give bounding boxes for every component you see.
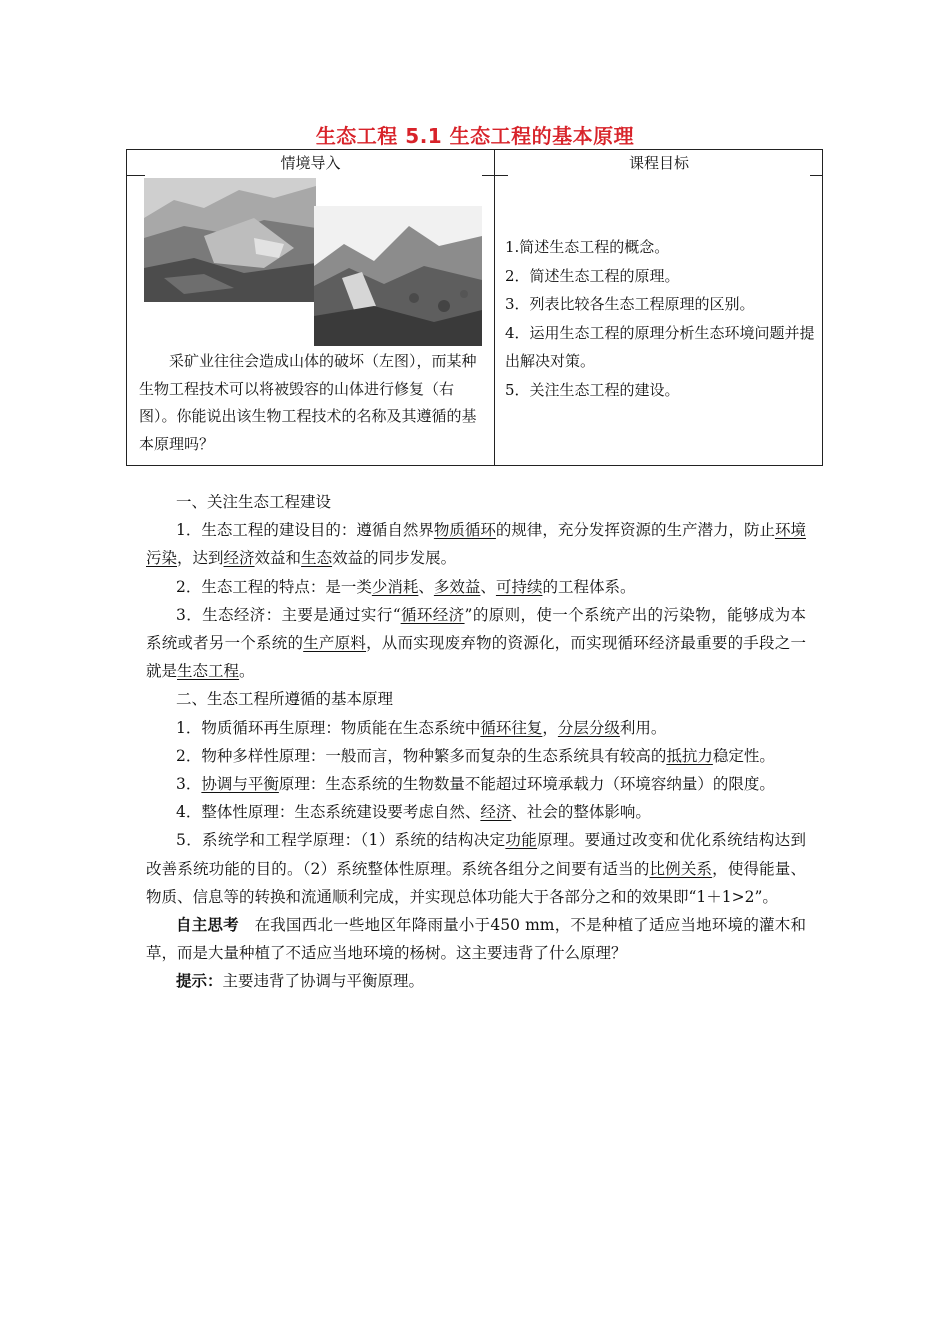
table-header-goals: 课程目标 [628, 154, 689, 172]
main-content [146, 488, 806, 996]
blank-answer: 经济 [223, 549, 255, 568]
blank-answer: 比例关系 [649, 859, 713, 878]
goal-item: 4．运用生态工程的原理分析生态环境问题并提出解决对策。 [505, 323, 815, 370]
table-header-scenario: 情境导入 [280, 154, 341, 172]
blank-answer: 协调与平衡 [201, 775, 279, 794]
goal-item: 1.简述生态工程的概念。 [505, 238, 670, 256]
blank-answer: 生态工程 [177, 662, 240, 681]
blank-answer: 生产原料 [303, 634, 367, 653]
blank-answer: 分层分级 [557, 718, 620, 737]
section-heading: 一、关注生态工程建设 [176, 493, 332, 511]
intro-table [126, 149, 823, 466]
paragraph-features: 2．生态工程的特点：是一类少消耗、多效益、可持续的工程体系。 [176, 577, 636, 596]
goal-item: 2．简述生态工程的原理。 [505, 266, 680, 285]
goal-item: 5．关注生态工程的建设。 [505, 380, 680, 399]
paragraph-principle-1: 1．物质循环再生原理：物质能在生态系统中循环往复，分层分级利用。 [176, 718, 667, 737]
table-column-divider [494, 150, 495, 465]
blank-answer: 循环经济 [400, 605, 465, 624]
page-title: 生态工程 5.1 生态工程的基本原理 [315, 124, 635, 148]
damaged-mountain-photo [144, 178, 316, 302]
goals-list [505, 233, 820, 404]
blank-answer: 环境污染 [146, 521, 806, 568]
self-think-label: 自主思考 [176, 916, 239, 935]
blank-answer: 物质循环 [433, 521, 496, 540]
scenario-text: 采矿业往往会造成山体的破坏（左图），而某种生物工程技术可以将被毁容的山体进行修复（右图）。你能说出该生物工程技术的名称及其遵循的基本原理吗？ [139, 352, 477, 453]
paragraph-principle-2: 2．物种多样性原理：一般而言，物种繁多而复杂的生态系统具有较高的抵抗力稳定性。 [176, 746, 775, 765]
blank-answer: 可持续 [495, 577, 543, 596]
blank-answer: 少消耗 [371, 577, 419, 596]
restored-mountain-photo [314, 206, 482, 346]
paragraph-principle-4: 4．整体性原理：生态系统建设要考虑自然、经济、社会的整体影响。 [176, 803, 651, 822]
blank-answer: 生态 [301, 549, 333, 568]
paragraph-eco-economy: 3．生态经济：主要是通过实行“循环经济”的原则，使一个系统产出的污染物，能够成为本系统或者另一个系统的生产原料，从而实现废弃物的资源化，而实现循环经济最重要的手段之一就是生态工程。 [146, 605, 806, 681]
goal-item: 3．列表比较各生态工程原理的区别。 [505, 295, 755, 313]
paragraph-principle-5: 5．系统学和工程学原理：（1）系统的结构决定功能原理。要通过改变和优化系统结构达到改善系统功能的目的。（2）系统整体性原理。系统各组分之间要有适当的比例关系，使得能量、物质、信息等的转换和流通顺利完成，并实现总体功能大于各部分之和的效果即“1＋1>2”。 [146, 831, 806, 906]
blank-answer: 多效益 [433, 577, 481, 596]
blank-answer: 功能 [505, 831, 538, 850]
paragraph-principle-3: 3．协调与平衡原理：生态系统的生物数量不能超过环境承载力（环境容纳量）的限度。 [176, 775, 775, 794]
hint-answer: 提示：主要违背了协调与平衡原理。 [176, 972, 425, 991]
blank-answer: 经济 [480, 803, 512, 822]
paragraph-construction-goal: 1．生态工程的建设目的：遵循自然界物质循环的规律，充分发挥资源的生产潜力，防止环境污染，达到经济效益和生态效益的同步发展。 [146, 521, 806, 568]
hint-label: 提示： [176, 972, 223, 991]
self-think-question: 自主思考 在我国西北一些地区年降雨量小于450 mm，不是种植了适应当地环境的灌木和草，而是大量种植了不适应当地环境的杨树。这主要违背了什么原理？ [146, 916, 806, 963]
blank-answer: 抵抗力 [666, 746, 713, 765]
blank-answer: 循环往复 [480, 718, 543, 737]
section-heading: 二、生态工程所遵循的基本原理 [176, 690, 394, 709]
